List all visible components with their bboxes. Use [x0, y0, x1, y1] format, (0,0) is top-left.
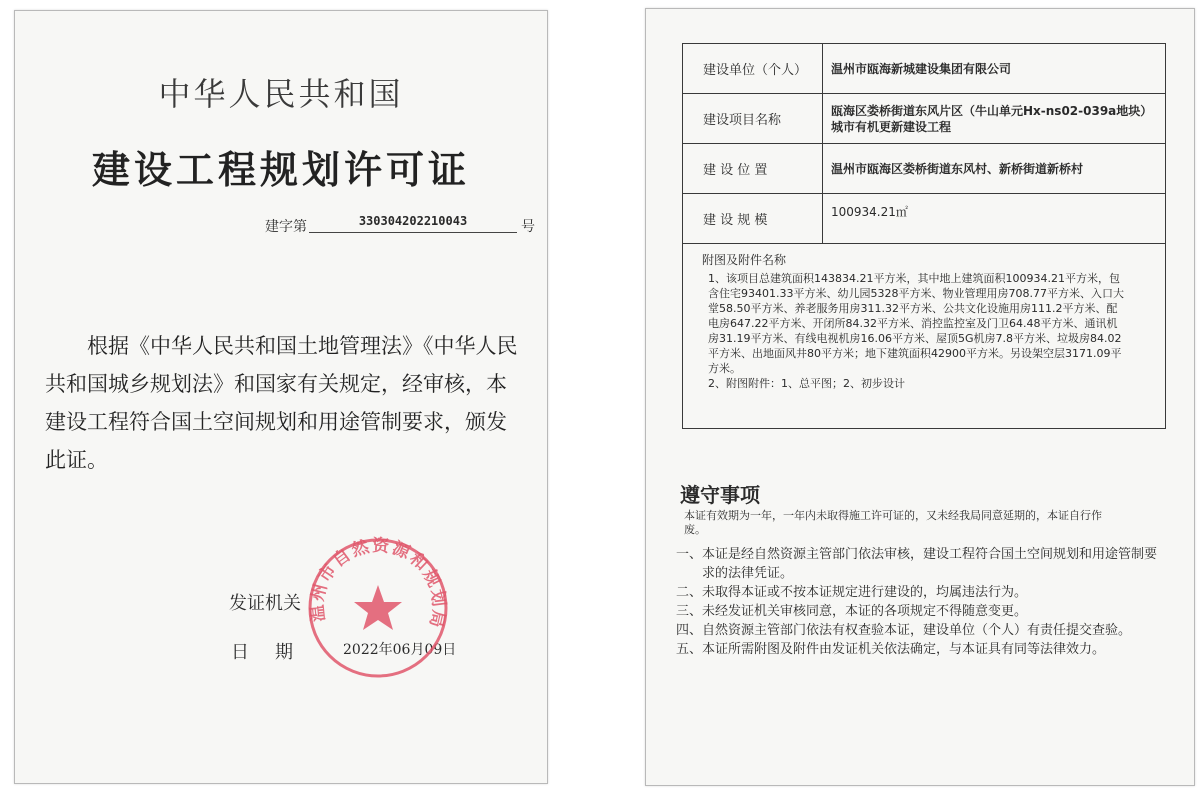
- attachments-title: 附图及附件名称: [702, 253, 787, 267]
- certificate-statement: 根据《中华人民共和国土地管理法》《中华人民共和国城乡规划法》和国家有关规定，经审核，本建设工程符合国土空间规划和用途管制要求，颁发此证。: [45, 334, 518, 472]
- certificate-number: 330304202210043: [309, 214, 517, 233]
- certificate-number-prefix: 建字第: [265, 219, 307, 235]
- certificate-front-page: [14, 10, 548, 784]
- certificate-back-page: [645, 8, 1195, 786]
- table-row: [683, 94, 1165, 144]
- list-item: 一、本证是经自然资源主管部门依法审核，建设工程符合国土空间规划和用途管制要求的法律凭证。: [676, 547, 1158, 581]
- table-row: [683, 144, 1165, 194]
- seal-star-icon: [354, 585, 402, 630]
- row-label-project-name: 建设项目名称: [683, 94, 823, 143]
- certificate-number-suffix: 号: [521, 219, 535, 235]
- list-item: 五、本证所需附图及附件由发证机关依法确定，与本证具有同等法律效力。: [676, 642, 1106, 657]
- rules-validity-note: 本证有效期为一年，一年内未取得施工许可证的，又未经我局同意延期的，本证自行作废。: [684, 509, 1102, 536]
- list-item: 二、未取得本证或不按本证规定进行建设的，均属违法行为。: [676, 585, 1028, 600]
- official-seal-stamp: [303, 533, 453, 683]
- issue-date-value: 2022年06月09日: [343, 642, 457, 658]
- row-value-project-name: 瓯海区娄桥街道东风片区（牛山单元Hx-ns02-039a地块）城市有机更新建设工程: [831, 103, 1153, 134]
- row-label-location: 建 设 位 置: [683, 144, 823, 193]
- list-item: 四、自然资源主管部门依法有权查验本证，建设单位（个人）有责任提交查验。: [676, 623, 1132, 638]
- table-row: [683, 44, 1165, 94]
- row-label-scale: 建 设 规 模: [683, 194, 823, 243]
- table-row: [683, 194, 1165, 244]
- list-item: 三、未经发证机关审核同意，本证的各项规定不得随意变更。: [676, 604, 1028, 619]
- row-value-location: 温州市瓯海区娄桥街道东风村、新桥街道新桥村: [831, 161, 1084, 176]
- issuing-authority-label: 发证机关: [229, 593, 301, 614]
- certificate-number-row: [265, 214, 535, 236]
- certificate-title: 建设工程规划许可证: [91, 148, 470, 192]
- seal-text: 温州市自然资源和规划局: [307, 535, 449, 632]
- row-value-scale: 100934.21㎡: [831, 205, 908, 219]
- issue-date-label: 日期: [231, 642, 319, 663]
- row-value-applicant: 温州市瓯海新城建设集团有限公司: [831, 61, 1012, 76]
- country-name: 中华人民共和国: [158, 75, 404, 113]
- row-label-applicant: 建设单位（个人）: [683, 44, 823, 93]
- rules-heading: 遵守事项: [680, 483, 760, 507]
- attachments-body: 1、该项目总建筑面积143834.21平方米，其中地上建筑面积100934.21平方米，包含住宅93401.33平方米、幼儿园5328平方米、物业管理用房708.77平方米、入口大堂58.50平方米、养老服务用房311.32平方米、公共文化设施用房111.2平方米、配电房647.22平方米、开闭所84.32平方米、消控监控室及门卫64.48平方米、通讯机房31.19平方米、有线电视机房16.06平方米、屋顶5G机房7.8平方米、垃圾房84.02平方米、出地面风井80平方米；地下建筑面积42900平方米。另设架空层3171.09平方米。 2、附图附件：1、总平图；2、初步设计: [708, 272, 1124, 390]
- rules-list: [676, 545, 1162, 659]
